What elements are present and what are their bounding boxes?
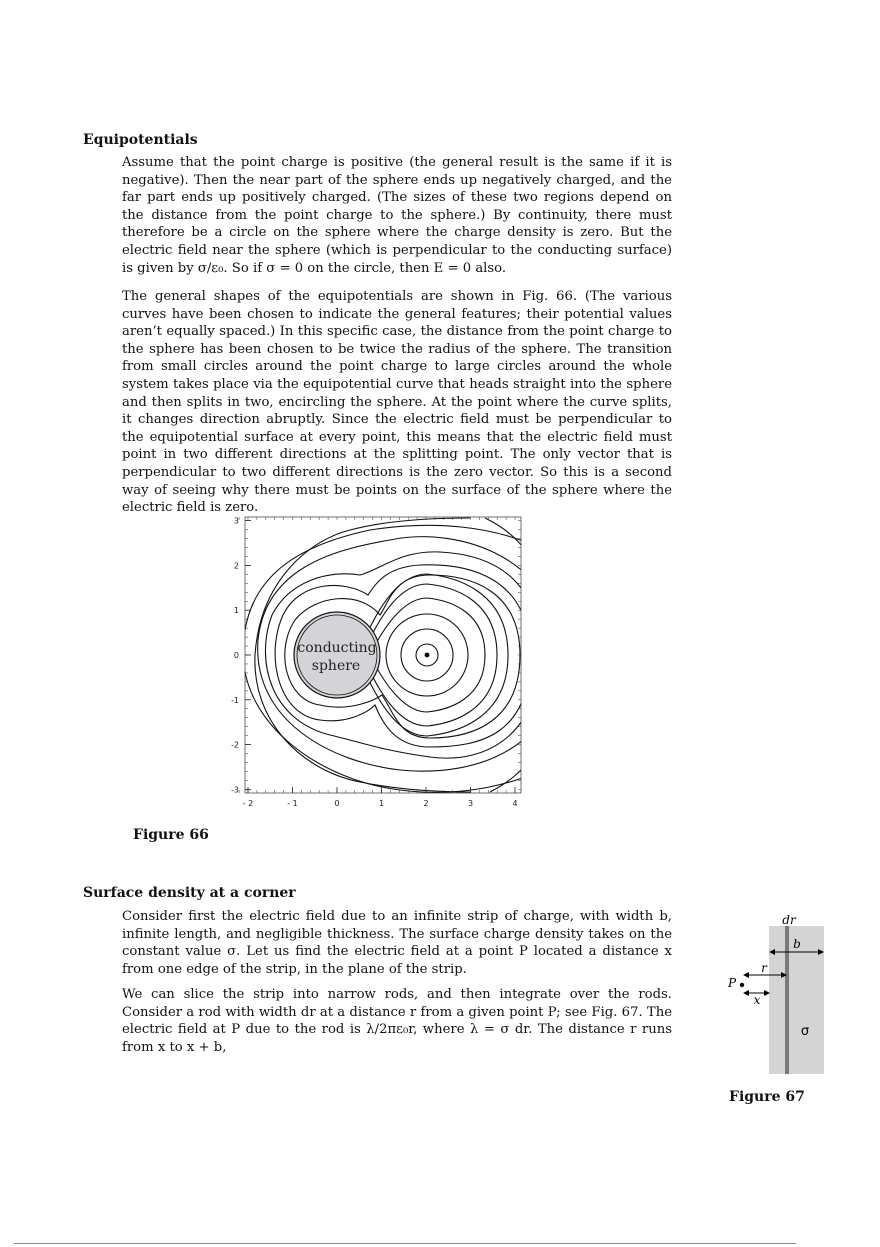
y-tick-label: 0 <box>233 651 239 660</box>
y-tick-label: -2 <box>231 740 239 750</box>
x-tick-label: 2 <box>423 799 429 808</box>
label-dr: dr <box>782 913 796 927</box>
page-bottom-rule <box>14 1243 796 1244</box>
section-heading-surface-density: Surface density at a corner <box>83 885 296 901</box>
equipotential-curves <box>243 518 532 792</box>
x-tick-label: 4 <box>512 799 518 808</box>
paragraph: The general shapes of the equipotentials are shown in Fig. 66. (The various curves have been chosen to indicate the general features; their potential values aren’t equally spaced.) In this specific case, the distance from the point charge to the sphere has been chosen to be twice the radius of the sphere. The transition from small circles around the point charge to large circles around the whole system takes place via the equipotential curve that heads straight into the sphere and then splits in two, encircling the sphere. At the point where the curve splits, it changes direction abruptly. Since the electric field must be perpendicular to the equipotential surface at every point, this means that the electric field must point in two different directions at the splitting point. The only vector that is perpendicular to two different directions is the zero vector. So this is a second way of seeing why there must be points on the surface of the sphere where the electric field is zero. <box>122 289 672 516</box>
figure-66-caption: Figure 66 <box>133 827 209 843</box>
x-tick-label: 0 <box>334 799 340 808</box>
sphere-label-line1: conducting <box>297 640 377 656</box>
point-charge <box>425 653 430 658</box>
x-tick-label: - 1 <box>287 799 298 808</box>
x-tick-label: - 2 <box>242 799 254 808</box>
plot-frame <box>245 517 521 793</box>
figure-66-equipotential-plot <box>222 510 532 810</box>
paragraph: Assume that the point charge is positive (the general result is the same if it is negative). Then the near part of the sphere ends up negatively charged, and the far part ends up positively charged. (The sizes of these two regions depend on the distance from the point charge to the sphere.) By continuity, there must therefore be a circle on the sphere where the charge density is zero. But the electric field near the sphere (which is perpendicular to the conducting surface) is given by σ/ε₀. So if σ = 0 on the circle, then E = 0 also. <box>122 155 672 276</box>
section-heading-equipotentials: Equipotentials <box>83 132 198 148</box>
label-r: r <box>761 961 767 975</box>
y-tick-label: 3 <box>233 516 239 526</box>
label-x: x <box>753 993 761 1007</box>
figure-67-caption: Figure 67 <box>729 1089 805 1105</box>
y-tick-label: 2 <box>233 561 239 571</box>
paragraph: Consider first the electric field due to an infinite strip of charge, with width b, infinite length, and negligible thickness. The surface charge density takes on the constant value σ. Let us find the electric field at a point P located a distance x from one edge of the strip, in the plane of the strip. <box>122 909 672 977</box>
y-tick-label: -3 <box>231 785 239 795</box>
point-P <box>740 983 744 987</box>
equipotential-contour <box>243 525 532 792</box>
x-tick-label: 1 <box>378 799 385 808</box>
rod-dr <box>785 926 789 1074</box>
label-P: P <box>727 976 737 990</box>
figure-67-strip-diagram <box>722 908 832 1080</box>
label-sigma: σ <box>800 1024 810 1039</box>
equipotential-contour-edge <box>490 770 521 792</box>
y-tick-label: -1 <box>231 695 239 705</box>
sphere-label-line2: sphere <box>311 658 361 674</box>
y-tick-label: 1 <box>233 606 239 616</box>
paragraph: We can slice the strip into narrow rods, and then integrate over the rods. Consider a rod with width dr at a distance r from a given point P; see Fig. 67. The electric field at P due to the rod is λ/2πε₀r, where λ = σ dr. The distance r runs from x to x + b, <box>122 987 672 1055</box>
label-b: b <box>793 937 801 951</box>
x-tick-label: 3 <box>467 799 474 808</box>
